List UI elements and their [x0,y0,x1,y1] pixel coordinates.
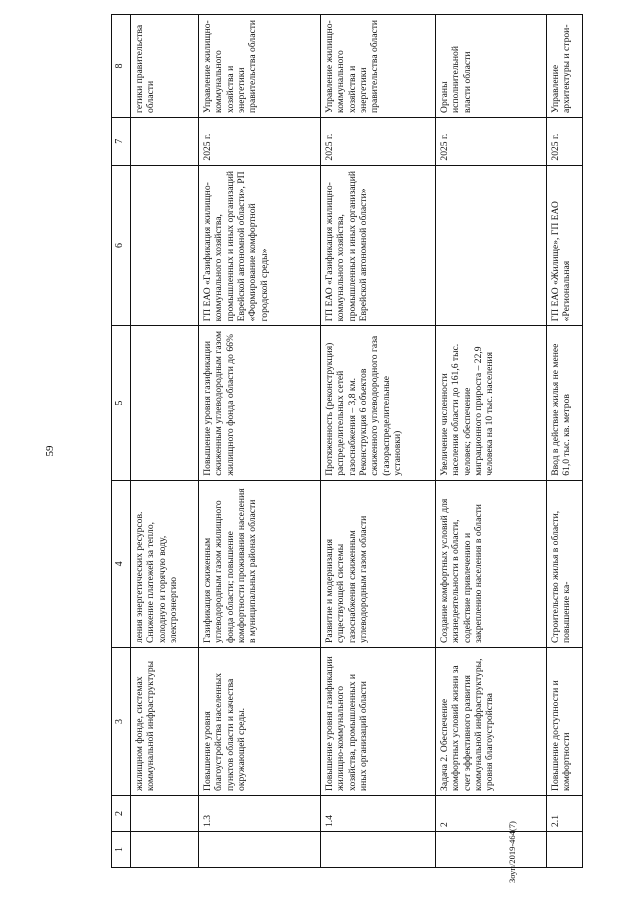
cell [131,326,199,480]
table-row [547,15,583,868]
header-cell: 8 [112,15,131,118]
header-cell: 1 [112,831,131,867]
cell: Повышение уровня газификации сжиженным углеводородным газом жилищного фонда области до 66% [199,326,321,480]
cell: ГП ЕАО «Газификация жилищно-коммунального хозяйства, промышленных и иных организаций Еврейской автономной области» [321,165,436,326]
cell: гетики правительства области [131,15,199,118]
cell: Органы исполнительной власти области [436,15,547,118]
header-cell: 3 [112,648,131,796]
cell: Развитие и модернизация существующей системы газоснабжения сжиженным углеводородным газом области [321,480,436,647]
cell [321,831,436,867]
table-row [199,15,321,868]
table-row [131,15,199,868]
cell: Управление жилищно-коммунального хозяйства и энергетики правительства области [199,15,321,118]
table-header-row [112,15,131,868]
cell: ГП ЕАО «Газификация жилищно-коммунального хозяйства, промышленных и иных организаций Еврейской автономной области», РП «Формирование комфортной городской среды» [199,165,321,326]
cell: Создание комфортных условий для жизнедеятельности в области, содействие привлечению и закреплению населения в области [436,480,547,647]
cell: Управление жилищно-коммунального хозяйства и энергетики правительства области [321,15,436,118]
table-row [436,15,547,868]
cell: 1.4 [321,795,436,831]
header-cell: 2 [112,795,131,831]
cell [436,831,547,867]
cell: 1.3 [199,795,321,831]
cell: Ввод в действие жилья не менее 61,0 тыс. кв. метров [547,326,583,480]
cell: Повышение доступности и комфортности [547,648,583,796]
cell [131,165,199,326]
cell: Протяженность (реконструкция) распределительных сетей газоснабжения – 3,8 км. Реконструкция 6 объектов сжиженного углеводородного газа (газораспределительные установки) [321,326,436,480]
cell: 2025 г. [436,117,547,165]
cell: Увеличение численности населения области до 161,6 тыс. человек; обеспечение миграционного прироста – 22,9 человека на 10 тыс. населения [436,326,547,480]
cell: 2025 г. [321,117,436,165]
table-row [321,15,436,868]
cell [131,831,199,867]
cell: 2 [436,795,547,831]
cell: Строительство жилья в области, повышение ка- [547,480,583,647]
cell [547,831,583,867]
cell [131,795,199,831]
cell: Задача 2. Обеспечение комфортных условий жизни за счет эффективного развития коммунальной инфраструктуры, уровня благоустройства [436,648,547,796]
cell: ления энергетических ресурсов. Снижение платежей за тепло, холодную и горячую воду, электроэнергию [131,480,199,647]
cell: Газификация сжиженным углеводородным газом жилищного фонда области; повышение комфортности проживания населения в муниципальных районах области [199,480,321,647]
cell: Повышение уровня газификации жилищно-коммунального хозяйства, промышленных и иных организаций области [321,648,436,796]
cell [436,165,547,326]
cell: Повышение уровня благоустройства населенных пунктов области и качества окружающей среды. [199,648,321,796]
cell: Управление архитектуры и строи- [547,15,583,118]
header-cell: 5 [112,326,131,480]
header-cell: 6 [112,165,131,326]
cell: жилищном фонде, системах коммунальной инфраструктуры [131,648,199,796]
header-cell: 7 [112,117,131,165]
cell: 2025 г. [547,117,583,165]
page-number: 59 [44,445,56,457]
cell: 2025 г. [199,117,321,165]
cell: ГП ЕАО «Жилище», ГП ЕАО «Региональная [547,165,583,326]
cell [131,117,199,165]
cell: 2.1 [547,795,583,831]
header-cell: 4 [112,480,131,647]
cell [199,831,321,867]
document-code: Зоуп/2019-464(7) [507,821,517,883]
